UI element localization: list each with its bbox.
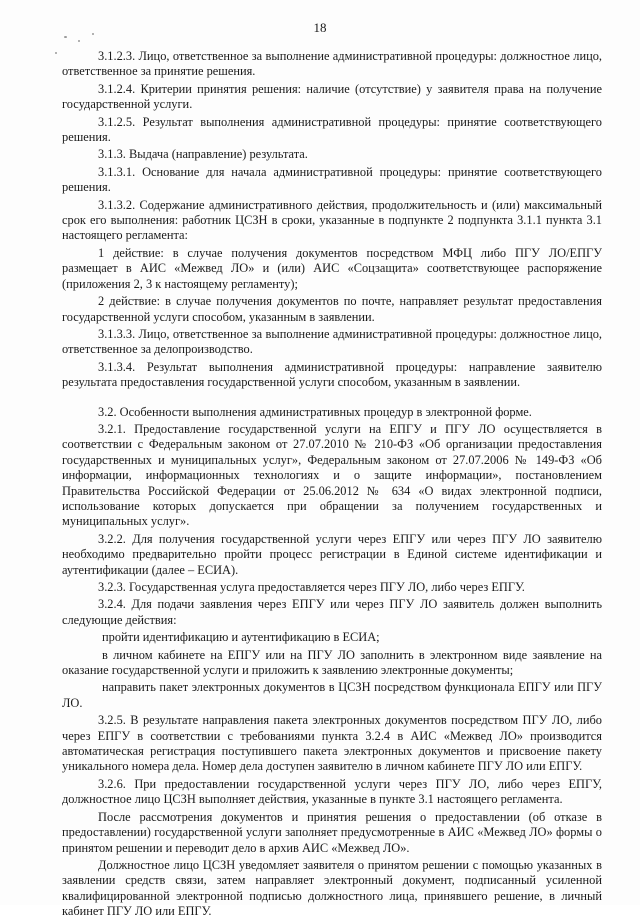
- paragraph-3-1-3-3: 3.1.3.3. Лицо, ответственное за выполнение административной процедуры: должностное лицо, ответственное за делопроизводство.: [62, 326, 602, 357]
- paragraph-notification: Должностное лицо ЦСЗН уведомляет заявителя о принятом решении с помощью указанных в заявлении средств связи, затем направляет электронный документ, подписанный усиленной квалифицированной электронной подписью должностного лица, принявшего решение, в личный кабинет ПГУ ЛО или ЕПГУ.: [62, 857, 602, 919]
- scan-speck: [78, 40, 80, 42]
- paragraph-3-1-2-4: 3.1.2.4. Критерии принятия решения: наличие (отсутствие) у заявителя права на получение государственной услуги.: [62, 81, 602, 112]
- paragraph-action-2: 2 действие: в случае получения документов по почте, направляет результат предоставления государственной услуги способом, указанным в заявлении.: [62, 294, 602, 324]
- paragraph-after-review: После рассмотрения документов и принятия решения о предоставлении (об отказе в предоставлении) государственной услуги заполняет предусмотренные в АИС «Межвед ЛО» формы о принятом решении и переводит дело в архив АИС «Межвед ЛО».: [62, 809, 602, 855]
- paragraph-3-2-3: 3.2.3. Государственная услуга предоставляется через ПГУ ЛО, либо через ЕПГУ.: [98, 580, 525, 594]
- paragraph-step-send: направить пакет электронных документов в ЦСЗН посредством функционала ЕПГУ или ПГУ ЛО.: [62, 680, 602, 710]
- paragraph-3-1-3-4: 3.1.3.4. Результат выполнения административной процедуры: направление заявителю результата предоставления государственной услуги способом, указанным в заявлении.: [62, 359, 602, 390]
- document-body: [62, 49, 602, 922]
- paragraph-3-2-5: 3.2.5. В результате направления пакета электронных документов посредством ПГУ ЛО, либо через ЕПГУ в соответствии с требованиями пункта 3.2.4 в АИС «Межвед ЛО» производится автоматическая регистрация поступившего пакета электронных документов и присвоение пакету уникального номера дела. Номер дела доступен заявителю в личном кабинете ПГУ ЛО или ЕПГУ.: [62, 713, 602, 774]
- paragraph-action-1: 1 действие: в случае получения документов посредством МФЦ либо ПГУ ЛО/ЕПГУ размещает в АИС «Межвед ЛО» и (или) АИС «Соцзащита» соответствующее распоряжение (приложения 2, 3 к настоящему регламенту);: [62, 245, 602, 291]
- paragraph-3-1-2-5: 3.1.2.5. Результат выполнения административной процедуры: принятие соответствующего решения.: [62, 114, 602, 145]
- paragraph-3-1-3-2: 3.1.3.2. Содержание административного действия, продолжительность и (или) максимальный срок его выполнения: работник ЦСЗН в сроки, указанные в подпункте 2 подпункта 3.1.1 пункта 3.1 настоящего регламента:: [62, 197, 602, 243]
- paragraph-3-1-3: 3.1.3. Выдача (направление) результата.: [98, 147, 308, 162]
- scan-speck: [92, 33, 94, 35]
- paragraph-step-fill-form: в личном кабинете на ЕПГУ или на ПГУ ЛО заполнить в электронном виде заявление на оказание государственной услуги и приложить к заявлению электронные документы;: [62, 647, 602, 678]
- scan-speck: [55, 52, 57, 54]
- paragraph-3-2-1: 3.2.1. Предоставление государственной услуги на ЕПГУ и ПГУ ЛО осуществляется в соответствии с Федеральным законом от 27.07.2010 № 210-ФЗ «Об организации предоставления государственных и муниципальных услуг», Федеральным законом от 27.07.2006 № 149-ФЗ «Об информации, информационных технологиях и о защите информации», постановлением Правительства Российской Федерации от 25.06.2012 № 634 «О видах электронной подписи, использование которых допускается при обращении за получением государственных и муниципальных услуг».: [62, 421, 602, 529]
- paragraph-3-2-4: 3.2.4. Для подачи заявления через ЕПГУ или через ПГУ ЛО заявитель должен выполнить следующие действия:: [62, 597, 602, 627]
- paragraph-3-1-2-3: 3.1.2.3. Лицо, ответственное за выполнение административной процедуры: должностное лицо, ответственное за принятие решения.: [62, 49, 602, 79]
- paragraph-step-identify: пройти идентификацию и аутентификацию в ЕСИА;: [102, 630, 380, 645]
- paragraph-3-2: 3.2. Особенности выполнения административных процедур в электронной форме.: [98, 404, 532, 419]
- page-number: 18: [313, 20, 327, 35]
- scan-speck: [64, 36, 67, 38]
- paragraph-3-2-6: 3.2.6. При предоставлении государственной услуги через ПГУ ЛО, либо через ЕПГУ, должностное лицо ЦСЗН выполняет действия, указанные в пункте 3.1 настоящего регламента.: [62, 776, 602, 807]
- paragraph-3-1-3-1: 3.1.3.1. Основание для начала административной процедуры: принятие соответствующего решения.: [62, 164, 602, 195]
- paragraph-3-2-2: 3.2.2. Для получения государственной услуги через ЕПГУ или через ПГУ ЛО заявителю необходимо предварительно пройти процесс регистрации в Единой системе идентификации и аутентификации (далее – ЕСИА).: [62, 531, 602, 577]
